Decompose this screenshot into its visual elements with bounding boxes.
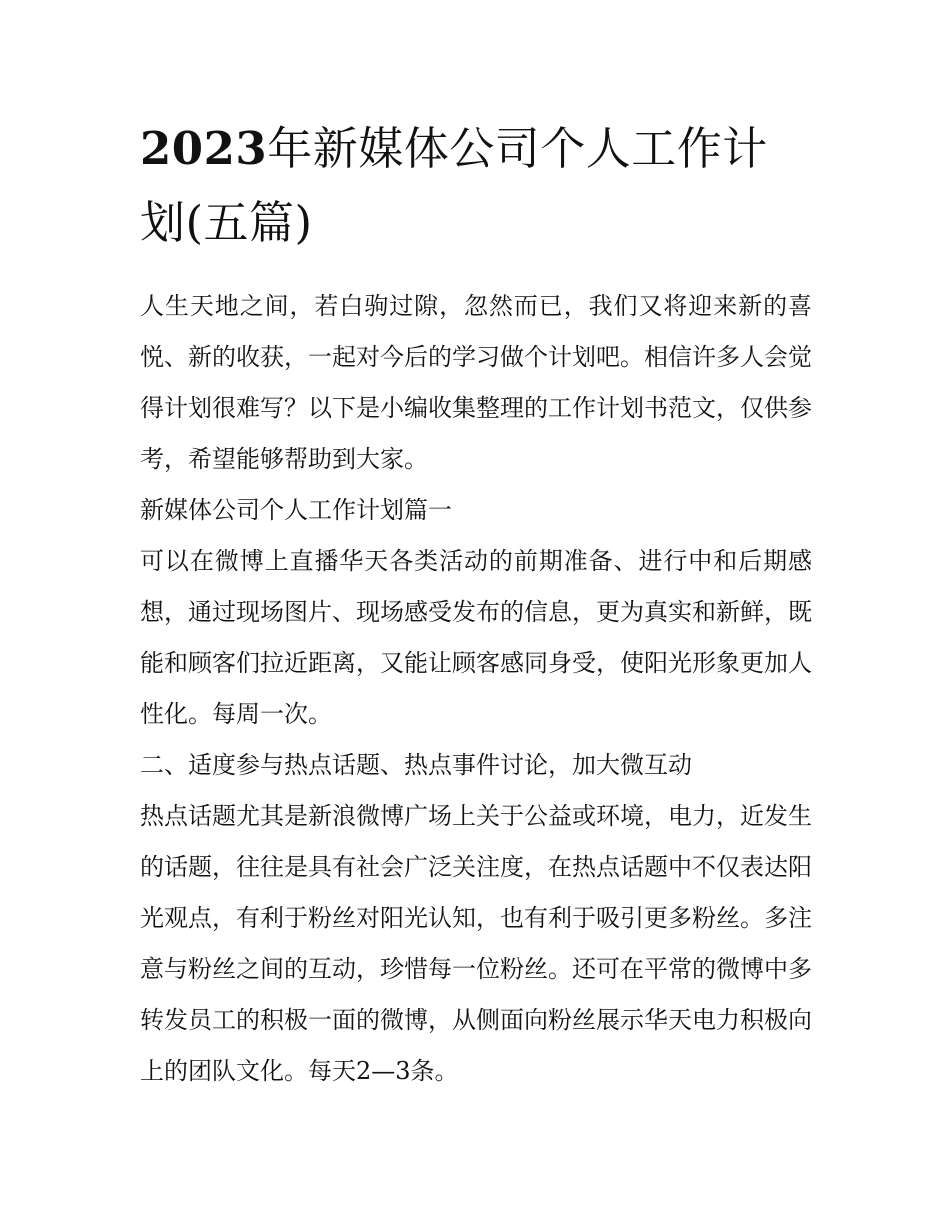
section-heading-1: 新媒体公司个人工作计划篇一 bbox=[140, 496, 452, 524]
title-text: 年新媒体公司个人工作计划(五篇) bbox=[140, 122, 768, 249]
section-heading-2: 二、适度参与热点话题、热点事件讨论，加大微互动 bbox=[140, 751, 692, 779]
title-year: 2023 bbox=[140, 122, 268, 175]
document-title bbox=[140, 112, 812, 260]
document-content bbox=[140, 112, 812, 1097]
body-paragraph-2: 热点话题尤其是新浪微博广场上关于公益或环境，电力，近发生的话题，往往是具有社会广泛关注度，在热点话题中不仅表达阳光观点，有利于粉丝对阳光认知，也有利于吸引更多粉丝。多注意与粉丝之间的互动，珍惜每一位粉丝。还可在平常的微博中多转发员工的积极一面的微博，从侧面向粉丝展示华天电力积极向上的团队文化。每天2—3条。 bbox=[140, 802, 812, 1085]
body-paragraph-1: 可以在微博上直播华天各类活动的前期准备、进行中和后期感想，通过现场图片、现场感受发布的信息，更为真实和新鲜，既能和顾客们拉近距离，又能让顾客感同身受，使阳光形象更加人性化。每周一次。 bbox=[140, 547, 812, 728]
intro-paragraph: 人生天地之间，若白驹过隙，忽然而已，我们又将迎来新的喜悦、新的收获，一起对今后的学习做个计划吧。相信许多人会觉得计划很难写？以下是小编收集整理的工作计划书范文，仅供参考，希望能够帮助到大家。 bbox=[140, 292, 812, 473]
document-body bbox=[140, 281, 812, 1097]
